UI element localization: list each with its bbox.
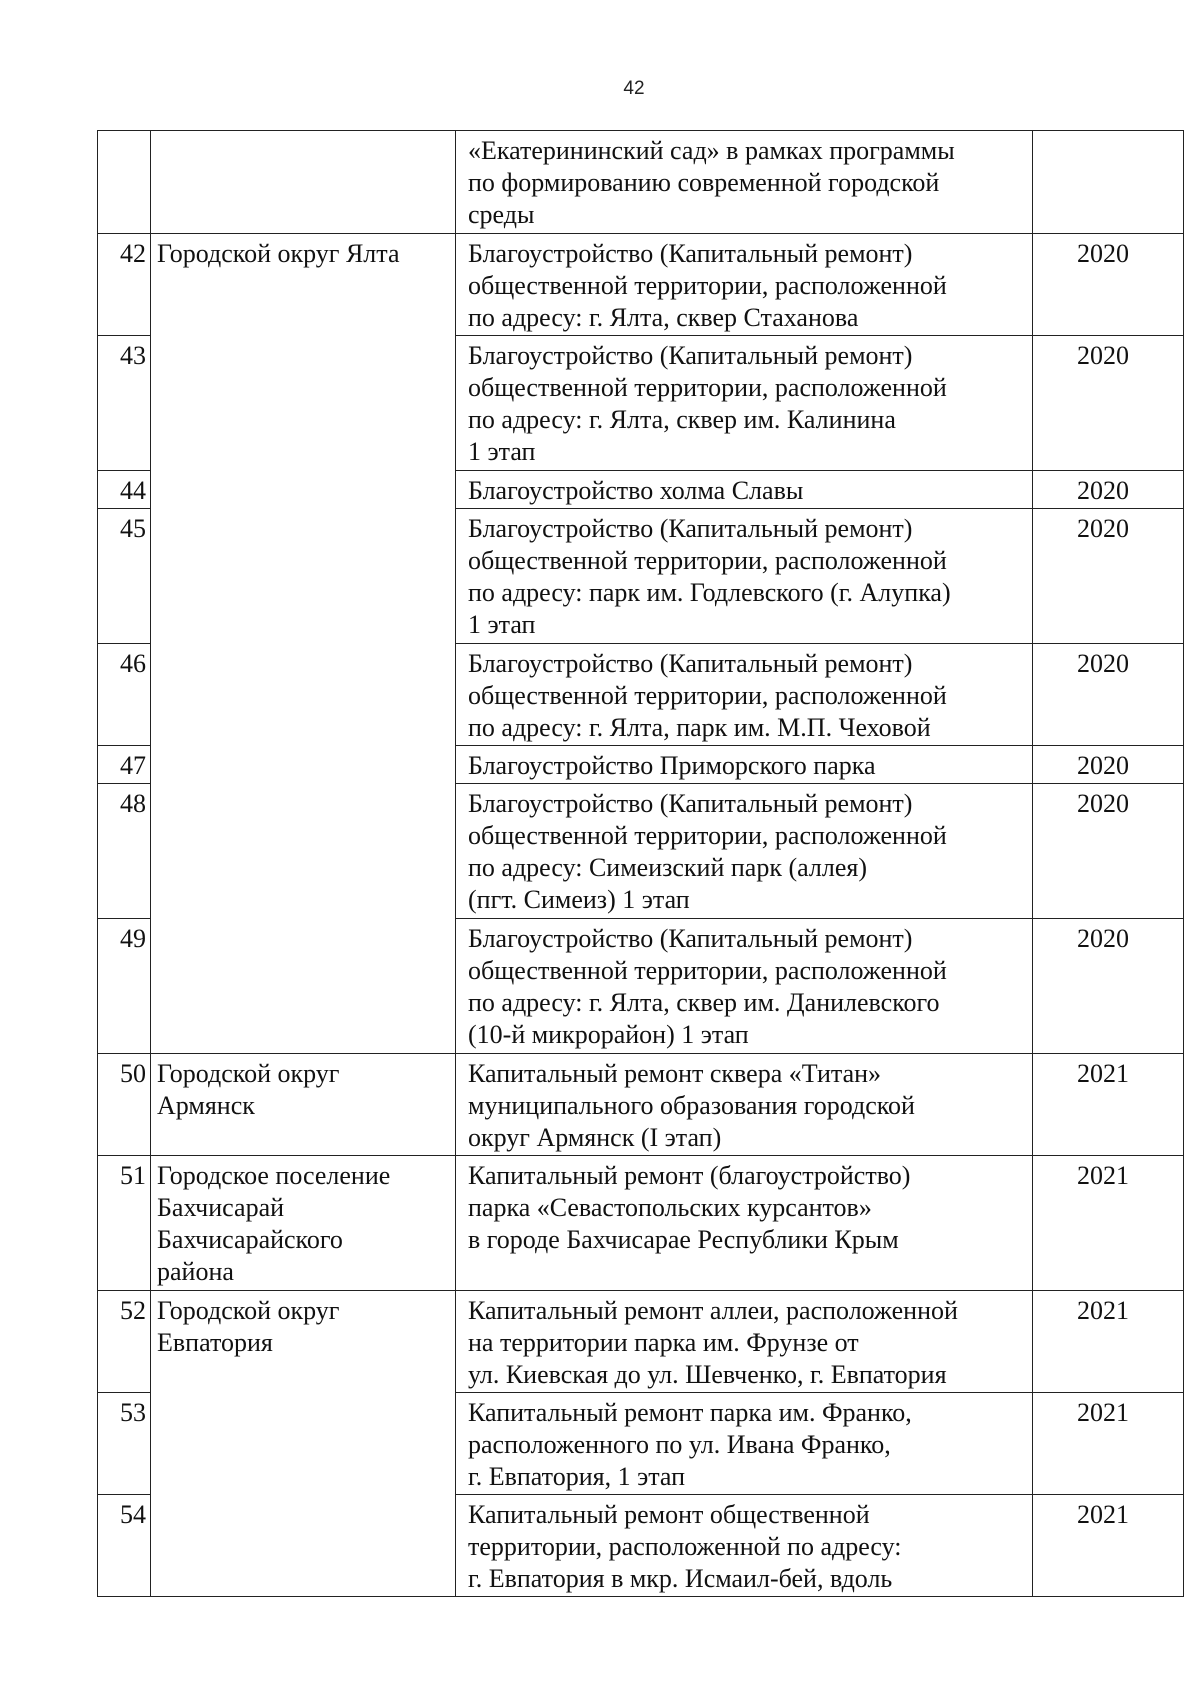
row-number: 46 [98, 644, 151, 746]
row-number [98, 131, 151, 234]
row-number: 51 [98, 1156, 151, 1291]
year-cell: 2020 [1033, 644, 1184, 746]
description-cell: Благоустройство (Капитальный ремонт) общественной территории, расположенной по адресу: г. Ялта, сквер им. Калинина 1 этап [456, 336, 1033, 471]
municipality-cell: Городское поселение Бахчисарай Бахчисарайского района [151, 1156, 456, 1291]
table-row [98, 1156, 1184, 1291]
row-number: 49 [98, 919, 151, 1054]
year-cell [1033, 131, 1184, 234]
description-cell: Благоустройство (Капитальный ремонт) общественной территории, расположенной по адресу: г. Ялта, сквер Стаханова [456, 234, 1033, 336]
row-number: 48 [98, 784, 151, 919]
year-cell: 2021 [1033, 1291, 1184, 1393]
municipality-cell: Городской округ Ялта [151, 234, 456, 1054]
year-cell: 2021 [1033, 1393, 1184, 1495]
page-number: 42 [623, 78, 645, 99]
description-cell: Капитальный ремонт общественной территории, расположенной по адресу: г. Евпатория в мкр. Исмаил-бей, вдоль [456, 1495, 1033, 1597]
description-cell: Капитальный ремонт парка им. Франко, расположенного по ул. Ивана Франко, г. Евпатория, 1 этап [456, 1393, 1033, 1495]
table-row [98, 234, 1184, 336]
description-cell: Благоустройство (Капитальный ремонт) общественной территории, расположенной по адресу: парк им. Годлевского (г. Алупка) 1 этап [456, 509, 1033, 644]
row-number: 52 [98, 1291, 151, 1393]
row-number: 42 [98, 234, 151, 336]
description-cell: Благоустройство (Капитальный ремонт) общественной территории, расположенной по адресу: г. Ялта, парк им. М.П. Чеховой [456, 644, 1033, 746]
description-cell: «Екатерининский сад» в рамках программы по формированию современной городской среды [456, 131, 1033, 234]
year-cell: 2021 [1033, 1156, 1184, 1291]
year-cell: 2021 [1033, 1495, 1184, 1597]
row-number: 43 [98, 336, 151, 471]
year-cell: 2020 [1033, 234, 1184, 336]
year-cell: 2020 [1033, 784, 1184, 919]
year-cell: 2020 [1033, 746, 1184, 784]
year-cell: 2021 [1033, 1054, 1184, 1156]
description-cell: Капитальный ремонт аллеи, расположенной на территории парка им. Фрунзе от ул. Киевская до ул. Шевченко, г. Евпатория [456, 1291, 1033, 1393]
row-number: 45 [98, 509, 151, 644]
description-cell: Благоустройство холма Славы [456, 471, 1033, 509]
description-cell: Благоустройство (Капитальный ремонт) общественной территории, расположенной по адресу: г. Ялта, сквер им. Данилевского (10-й микрорайон) 1 этап [456, 919, 1033, 1054]
row-number: 47 [98, 746, 151, 784]
objects-table [97, 130, 1184, 1597]
description-cell: Благоустройство Приморского парка [456, 746, 1033, 784]
description-cell: Капитальный ремонт (благоустройство) парка «Севастопольских курсантов» в городе Бахчисарае Республики Крым [456, 1156, 1033, 1291]
row-number: 50 [98, 1054, 151, 1156]
municipality-cell: Городской округ Евпатория [151, 1291, 456, 1597]
municipality-cell: Городской округ Армянск [151, 1054, 456, 1156]
description-cell: Благоустройство (Капитальный ремонт) общественной территории, расположенной по адресу: Симеизский парк (аллея) (пгт. Симеиз) 1 этап [456, 784, 1033, 919]
description-cell: Капитальный ремонт сквера «Титан» муниципального образования городской округ Армянск (I этап) [456, 1054, 1033, 1156]
year-cell: 2020 [1033, 471, 1184, 509]
row-number: 53 [98, 1393, 151, 1495]
table-row [98, 131, 1184, 234]
year-cell: 2020 [1033, 336, 1184, 471]
row-number: 44 [98, 471, 151, 509]
year-cell: 2020 [1033, 919, 1184, 1054]
table-row [98, 1291, 1184, 1393]
municipality-cell [151, 131, 456, 234]
row-number: 54 [98, 1495, 151, 1597]
table-row [98, 1054, 1184, 1156]
year-cell: 2020 [1033, 509, 1184, 644]
